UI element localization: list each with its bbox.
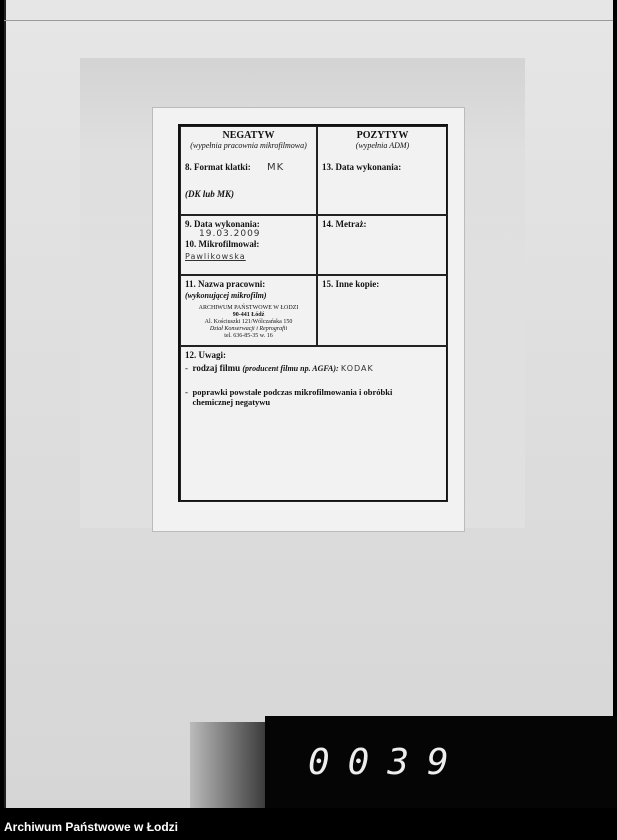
field-12-label: 12. Uwagi:: [185, 350, 226, 360]
field-9-10-cell: [180, 215, 317, 275]
field-8-hint: (DK lub MK): [185, 189, 235, 199]
field-14-label: 14. Metraż:: [317, 215, 448, 275]
field-11-hint: (wykonującej mikrofilm): [185, 291, 267, 300]
field-9-label: 9. Data wykonania:: [185, 219, 260, 229]
field-10-value: Pawlikowska: [185, 252, 246, 261]
corrections-note: poprawki powstałe podczas mikrofilmowania i obróbki chemicznej negatywu: [192, 387, 393, 407]
pozytyw-subtitle: (wypełnia ADM): [355, 141, 410, 150]
frame-number: 0039: [308, 742, 467, 783]
address-line: 90-441 Łódź: [232, 312, 265, 318]
address-line: ARCHIWUM PAŃSTWOWE W ŁODZI: [198, 305, 299, 311]
field-15-label: 15. Inne kopie:: [317, 275, 448, 346]
field-12-cell: 12. Uwagi: - rodzaj filmu (producent filmu np. AGFA): KODAK - poprawki powstałe podczas mikrofilmowania i obróbki chemicznej negatywu: [180, 346, 448, 502]
film-edge-shade: [190, 722, 270, 808]
field-8-label: 8. Format klatki:: [185, 162, 251, 172]
field-8-value: MK: [267, 162, 285, 173]
address-line: Al. Kościuszki 121/Wólczańska 150: [204, 319, 293, 325]
field-9-value: 19.03.2009: [199, 229, 261, 239]
pozytyw-title: POZYTYW: [356, 130, 409, 141]
film-type-hint: (producent filmu np. AGFA):: [242, 364, 339, 373]
field-11-cell: [180, 275, 317, 346]
address-line: tel. 636-85-35 w. 16: [224, 333, 273, 339]
address-line: Dział Konserwacji i Reprografii: [209, 326, 288, 332]
film-type-value: KODAK: [340, 364, 374, 373]
negatyw-subtitle: (wypełnia pracownia mikrofilmowa): [190, 141, 307, 150]
film-type-label: rodzaj filmu: [192, 363, 241, 373]
negatyw-title: NEGATYW: [222, 130, 275, 141]
field-13-label: 13. Data wykonania:: [322, 162, 402, 172]
pozytyw-cell: [317, 126, 448, 215]
archive-caption: Archiwum Państwowe w Łodzi: [0, 808, 617, 840]
negatyw-cell: [180, 126, 317, 215]
form-table: [178, 124, 448, 502]
field-11-label: 11. Nazwa pracowni:: [185, 279, 266, 289]
film-edge-line: [4, 20, 613, 21]
field-10-label: 10. Mikrofilmował:: [185, 239, 260, 249]
